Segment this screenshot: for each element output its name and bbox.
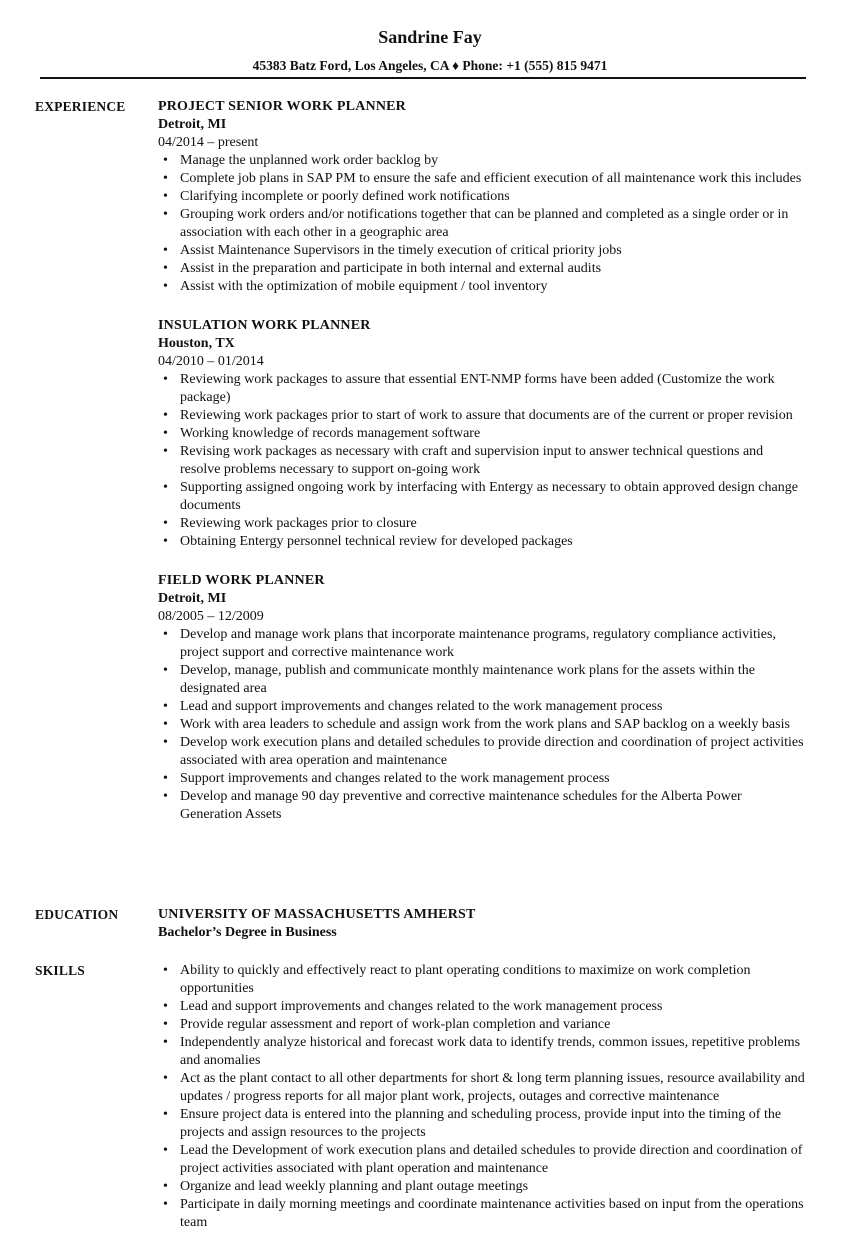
job-entry bbox=[158, 317, 806, 551]
job-location: Detroit, MI bbox=[158, 117, 227, 132]
job-dates: 04/2010 – 01/2014 bbox=[158, 354, 264, 369]
job-bullets bbox=[158, 626, 806, 824]
job-entry bbox=[158, 98, 806, 296]
bullet-item: • Assist Maintenance Supervisors in the timely execution of critical priority jobs bbox=[158, 242, 806, 260]
bullet-item: • Support improvements and changes related to the work management process bbox=[158, 770, 806, 788]
skill-item: • Ensure project data is entered into the planning and scheduling process, provide input into the timing of the projects and assign resources to the projects bbox=[158, 1106, 806, 1142]
bullet-item: • Reviewing work packages prior to start of work to assure that documents are of the current or proper revision bbox=[158, 407, 806, 425]
bullet-item: • Grouping work orders and/or notifications together that can be planned and completed as a single order or in association with each other in a geographic area bbox=[158, 206, 806, 242]
bullet-item: • Develop and manage work plans that incorporate maintenance programs, regulatory compliance activities, project support and corrective maintenance work bbox=[158, 626, 806, 662]
candidate-name: Sandrine Fay bbox=[378, 27, 482, 47]
bullet-item: • Clarifying incomplete or poorly defined work notifications bbox=[158, 188, 806, 206]
skills-body bbox=[158, 962, 806, 1232]
bullet-item: • Manage the unplanned work order backlog by bbox=[158, 152, 806, 170]
school-name: UNIVERSITY OF MASSACHUSETTS AMHERST bbox=[158, 907, 476, 922]
job-dates: 08/2005 – 12/2009 bbox=[158, 609, 264, 624]
degree: Bachelor’s Degree in Business bbox=[158, 925, 337, 940]
skill-item: • Independently analyze historical and forecast work data to identify trends, common issues, repetitive problems and anomalies bbox=[158, 1034, 806, 1070]
bullet-item: • Assist in the preparation and participate in both internal and external audits bbox=[158, 260, 806, 278]
job-bullets bbox=[158, 152, 806, 296]
bullet-item: • Develop work execution plans and detailed schedules to provide direction and coordination of project activities associated with area operation and maintenance bbox=[158, 734, 806, 770]
bullet-item: • Develop and manage 90 day preventive and corrective maintenance schedules for the Alberta Power Generation Assets bbox=[158, 788, 806, 824]
section-label-education: EDUCATION bbox=[35, 907, 119, 922]
bullet-item: • Lead and support improvements and changes related to the work management process bbox=[158, 698, 806, 716]
job-bullets bbox=[158, 371, 806, 551]
bullet-item: • Supporting assigned ongoing work by interfacing with Entergy as necessary to obtain approved design change documents bbox=[158, 479, 806, 515]
section-label-experience: EXPERIENCE bbox=[35, 99, 126, 114]
bullet-item: • Obtaining Entergy personnel technical review for developed packages bbox=[158, 533, 806, 551]
bullet-item: • Assist with the optimization of mobile equipment / tool inventory bbox=[158, 278, 806, 296]
bullet-item: • Revising work packages as necessary with craft and supervision input to answer technical questions and resolve problems necessary to support on-going work bbox=[158, 443, 806, 479]
skill-item: • Participate in daily morning meetings and coordinate maintenance activities based on input from the operations team bbox=[158, 1196, 806, 1232]
job-dates: 04/2014 – present bbox=[158, 135, 259, 150]
skill-item: • Lead the Development of work execution plans and detailed schedules to provide direction and coordination of project activities associated with plant operation and maintenance bbox=[158, 1142, 806, 1178]
contact-line: 45383 Batz Ford, Los Angeles, CA ♦ Phone: +1 (555) 815 9471 bbox=[252, 58, 608, 73]
skill-item: • Organize and lead weekly planning and plant outage meetings bbox=[158, 1178, 806, 1196]
bullet-item: • Work with area leaders to schedule and assign work from the work plans and SAP backlog on a weekly basis bbox=[158, 716, 806, 734]
experience-body bbox=[158, 98, 806, 845]
skill-item: • Lead and support improvements and changes related to the work management process bbox=[158, 998, 806, 1016]
bullet-item: • Reviewing work packages to assure that essential ENT-NMP forms have been added (Customize the work package) bbox=[158, 371, 806, 407]
job-location: Houston, TX bbox=[158, 336, 235, 351]
bullet-item: • Reviewing work packages prior to closure bbox=[158, 515, 806, 533]
education-body bbox=[158, 906, 806, 942]
bullet-item: • Working knowledge of records management software bbox=[158, 425, 806, 443]
bullet-item: • Complete job plans in SAP PM to ensure the safe and efficient execution of all maintenance work this includes bbox=[158, 170, 806, 188]
skills-list bbox=[158, 962, 806, 1232]
job-title: FIELD WORK PLANNER bbox=[158, 573, 325, 588]
job-title: PROJECT SENIOR WORK PLANNER bbox=[158, 99, 406, 114]
job-entry bbox=[158, 572, 806, 824]
bullet-item: • Develop, manage, publish and communicate monthly maintenance work plans for the assets within the designated area bbox=[158, 662, 806, 698]
job-title: INSULATION WORK PLANNER bbox=[158, 318, 371, 333]
section-label-skills: SKILLS bbox=[35, 963, 85, 978]
skill-item: • Ability to quickly and effectively react to plant operating conditions to maximize on work completion opportunities bbox=[158, 962, 806, 998]
header-divider bbox=[40, 77, 806, 79]
skill-item: • Act as the plant contact to all other departments for short & long term planning issues, resource availability and updates / progress reports for all major plant work, projects, outages and corrective maintenance bbox=[158, 1070, 806, 1106]
skill-item: • Provide regular assessment and report of work-plan completion and variance bbox=[158, 1016, 806, 1034]
resume-header bbox=[0, 0, 860, 75]
job-location: Detroit, MI bbox=[158, 591, 227, 606]
